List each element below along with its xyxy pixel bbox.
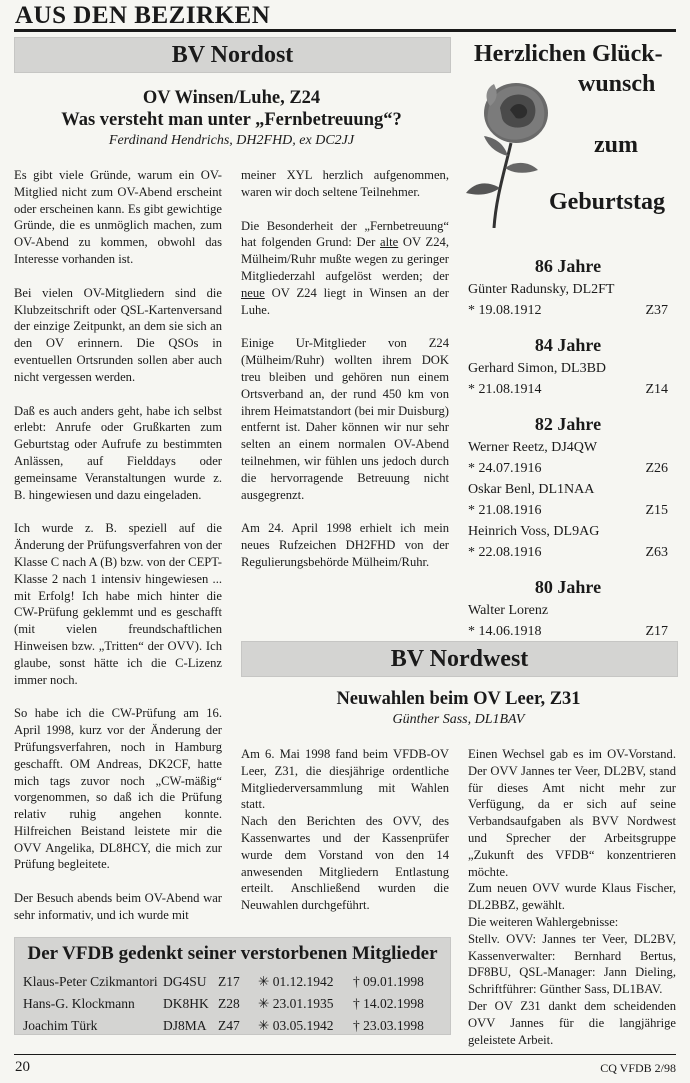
footer-rule bbox=[14, 1054, 676, 1055]
paragraph: Ich wurde z. B. speziell auf die Änderung der Prüfungsverfahren von der Klasse C nach A (B) bzw. von der CEPT-Klasse 2 nach 1 intensiv hingewiesen ... mit Erfolg! Ich habe mich hinter die CW-Prüfung geklemmt und es geschafft (mit vielen freundschaftlichen Hinweisen bzw. „Tritten“ der OVV). Ich glaube, sonst hätte ich die C-Lizenz immer noch. bbox=[14, 521, 222, 687]
paragraph: Der OV Z31 dankt dem scheidenden OVV Jannes für die langjährige geleistete Arbeit. bbox=[468, 998, 676, 1047]
paragraph: Einen Wechsel gab es im OV-Vorstand. Der OVV Jannes ter Veer, DL2BV, stand für dieses Amt nicht mehr zur Verfügung, da er sich auf seine Verbandsaufgaben als BVV Nordwest und Sprecher der Arbeitsgruppe „Zukunft des VFDB“ konzentrieren möchte. bbox=[468, 747, 676, 879]
birthday-title-line-1: Herzlichen Glück- bbox=[474, 41, 663, 67]
nordost-column-2 bbox=[241, 167, 449, 571]
table-row: Joachim Türk DJ8MA Z47 ✳ 03.05.1942 † 23.03.1998 bbox=[23, 1018, 424, 1033]
paragraph: Die weiteren Wahlergebnisse: bbox=[468, 914, 619, 929]
paragraph: Daß es auch anders geht, habe ich selbst erlebt: Anrufe oder Grußkarten zum Geburtstag oder Aufrufe zu bestimmten Anlässen, auf Fielddays oder gemeinsame Veranstaltungen wurde z. B. hingewiesen und dazu eingeladen. bbox=[14, 403, 222, 502]
memorial-table bbox=[23, 971, 424, 1037]
born-icon: ✳ bbox=[258, 974, 270, 989]
nordwest-column-2 bbox=[241, 746, 449, 914]
list-item: Walter Lorenz * 14.06.1918 Z17 bbox=[468, 603, 668, 639]
nordost-column-1 bbox=[14, 167, 222, 924]
list-item: Günter Radunsky, DL2FT * 19.08.1912 Z37 bbox=[468, 282, 668, 318]
born-icon: ✳ bbox=[258, 996, 270, 1011]
section-title: AUS DEN BEZIRKEN bbox=[15, 2, 271, 29]
paragraph: Der Besuch abends beim OV-Abend war sehr informativ, und ich wurde mit bbox=[14, 891, 222, 923]
underlined-word: alte bbox=[380, 235, 399, 250]
age-heading: 80 Jahre bbox=[534, 577, 602, 597]
header-rule bbox=[14, 29, 676, 32]
paragraph: Die Besonderheit der „Fernbetreuung“ hat folgenden Grund: Der alte OV Z24, Mülheim/Ruhr mußte wegen zu geringer Mitgliederzahl aufgelöst werden; der neue OV Z24 liegt in Winsen an der Luhe. bbox=[241, 218, 449, 317]
died-icon: † bbox=[353, 974, 360, 989]
list-item: Gerhard Simon, DL3BD * 21.08.1914 Z14 bbox=[468, 361, 668, 397]
paragraph: meiner XYL herzlich aufgenommen, waren wir doch seltene Teilnehmer. bbox=[241, 168, 449, 199]
list-item: Heinrich Voss, DL9AG * 22.08.1916 Z63 bbox=[468, 524, 668, 560]
paragraph: Bei vielen OV-Mitgliedern sind die Klubzeitschrift oder QSL-Kartenversand der einzige Zeitpunkt, an dem sie sich an den OV erinnern. Die QSOs in eventuellen Ortsrunden sollen aber auch nicht vergessen werden. bbox=[14, 285, 222, 384]
paragraph: Am 6. Mai 1998 fand beim VFDB-OV Leer, Z31, die diesjährige ordentliche Mitgliederversammlung mit Wahlen statt. bbox=[241, 747, 449, 812]
footer-publication: CQ VFDB 2/98 bbox=[600, 1061, 676, 1075]
paragraph: Nach den Berichten des OVV, des Kassenwartes und der Kassenprüfer wurde dem Vorstand von den 14 anwesenden Mitgliedern Entlastung erteilt. Anschließend wurden die Neuwahlen durchgeführt. bbox=[241, 814, 449, 913]
nordwest-author: Günther Sass, DL1BAV bbox=[392, 712, 525, 727]
ov-title: OV Winsen/Luhe, Z24 bbox=[142, 88, 321, 108]
paragraph: Am 24. April 1998 erhielt ich mein neues Rufzeichen DH2FHD von der Regulierungsbehörde Mülheim/Ruhr. bbox=[241, 521, 449, 569]
table-row: Hans-G. Klockmann DK8HK Z28 ✳ 23.01.1935 † 14.02.1998 bbox=[23, 996, 424, 1011]
page-number: 20 bbox=[15, 1059, 30, 1075]
nordwest-headline: Neuwahlen beim OV Leer, Z31 bbox=[336, 689, 581, 709]
died-icon: † bbox=[353, 996, 360, 1011]
born-icon: ✳ bbox=[258, 1018, 270, 1033]
article-headline: Was versteht man unter „Fernbetreuung“? bbox=[61, 110, 402, 130]
birthday-title-line-4: Geburtstag bbox=[549, 189, 665, 215]
paragraph: So habe ich die CW-Prüfung am 16. April 1998, kurz vor der Änderung der Prüfungsverfahren, noch in Hamburg geschafft. OM Andreas, DK2CF, hatte mich tags zuvor noch „CW-mäßig“ vorgenommen, so daß ich die Prüfung relativ ruhig angehen konnte. Hilfreichen Beistand leistete mir die OVV Angelika, DL8HCY, die mich zur Prüfung begleitete. bbox=[14, 706, 222, 872]
age-heading: 84 Jahre bbox=[534, 335, 602, 355]
birthday-list bbox=[468, 256, 668, 642]
list-item: Oskar Benl, DL1NAA * 21.08.1916 Z15 bbox=[468, 482, 668, 518]
paragraph: Es gibt viele Gründe, warum ein OV-Mitglied nicht zum OV-Abend erscheint oder erscheinen kann. Es gibt gewichtige Gründe, die es unmöglich machen, zum OV-Abend zu kommen, obwohl das Interesse vorhanden ist. bbox=[14, 168, 222, 266]
paragraph: Zum neuen OVV wurde Klaus Fischer, DL2BBZ, gewählt. bbox=[468, 881, 676, 913]
memorial-box bbox=[14, 937, 451, 1035]
nordost-banner: BV Nordost bbox=[14, 37, 451, 73]
paragraph: Einige Ur-Mitglieder von Z24 (Mülheim/Ruhr) wollten ihrem DOK treu bleiben und gehören nun einem Ortsverband an, der rund 450 km von ihrem Heimatstandort (bei mir Duisburg) entfernt ist. Daher können wir nur sehr selten an einem normalen OV-Abend teilnehmen, wir fühlen uns jedoch durch die hervorragende Betreuung nicht ausgegrenzt. bbox=[241, 336, 449, 502]
paragraph: Stellv. OVV: Jannes ter Veer, DL2BV, Kassenverwalter: Bernhard Bertus, DF8BU, QSL-Manager: Jann Dieling, Schriftführer: Günther Sass, DL1BAV. bbox=[468, 931, 676, 997]
table-row: Klaus-Peter Czikmantori DG4SU Z17 ✳ 01.12.1942 † 09.01.1998 bbox=[23, 974, 424, 989]
underlined-word: neue bbox=[241, 285, 265, 300]
nordwest-banner: BV Nordwest bbox=[241, 641, 678, 677]
birthday-title-line-3: zum bbox=[594, 132, 638, 158]
article-author: Ferdinand Hendrichs, DH2FHD, ex DC2JJ bbox=[108, 133, 355, 148]
list-item: Werner Reetz, DJ4QW * 24.07.1916 Z26 bbox=[468, 440, 668, 476]
nordwest-column-3 bbox=[468, 746, 676, 1048]
died-icon: † bbox=[353, 1018, 360, 1033]
rose-icon bbox=[456, 68, 566, 228]
age-heading: 86 Jahre bbox=[534, 256, 602, 276]
age-heading: 82 Jahre bbox=[534, 414, 602, 434]
birthday-title-line-2: wunsch bbox=[578, 71, 656, 97]
memorial-title: Der VFDB gedenkt seiner verstorbenen Mitglieder bbox=[27, 943, 438, 964]
